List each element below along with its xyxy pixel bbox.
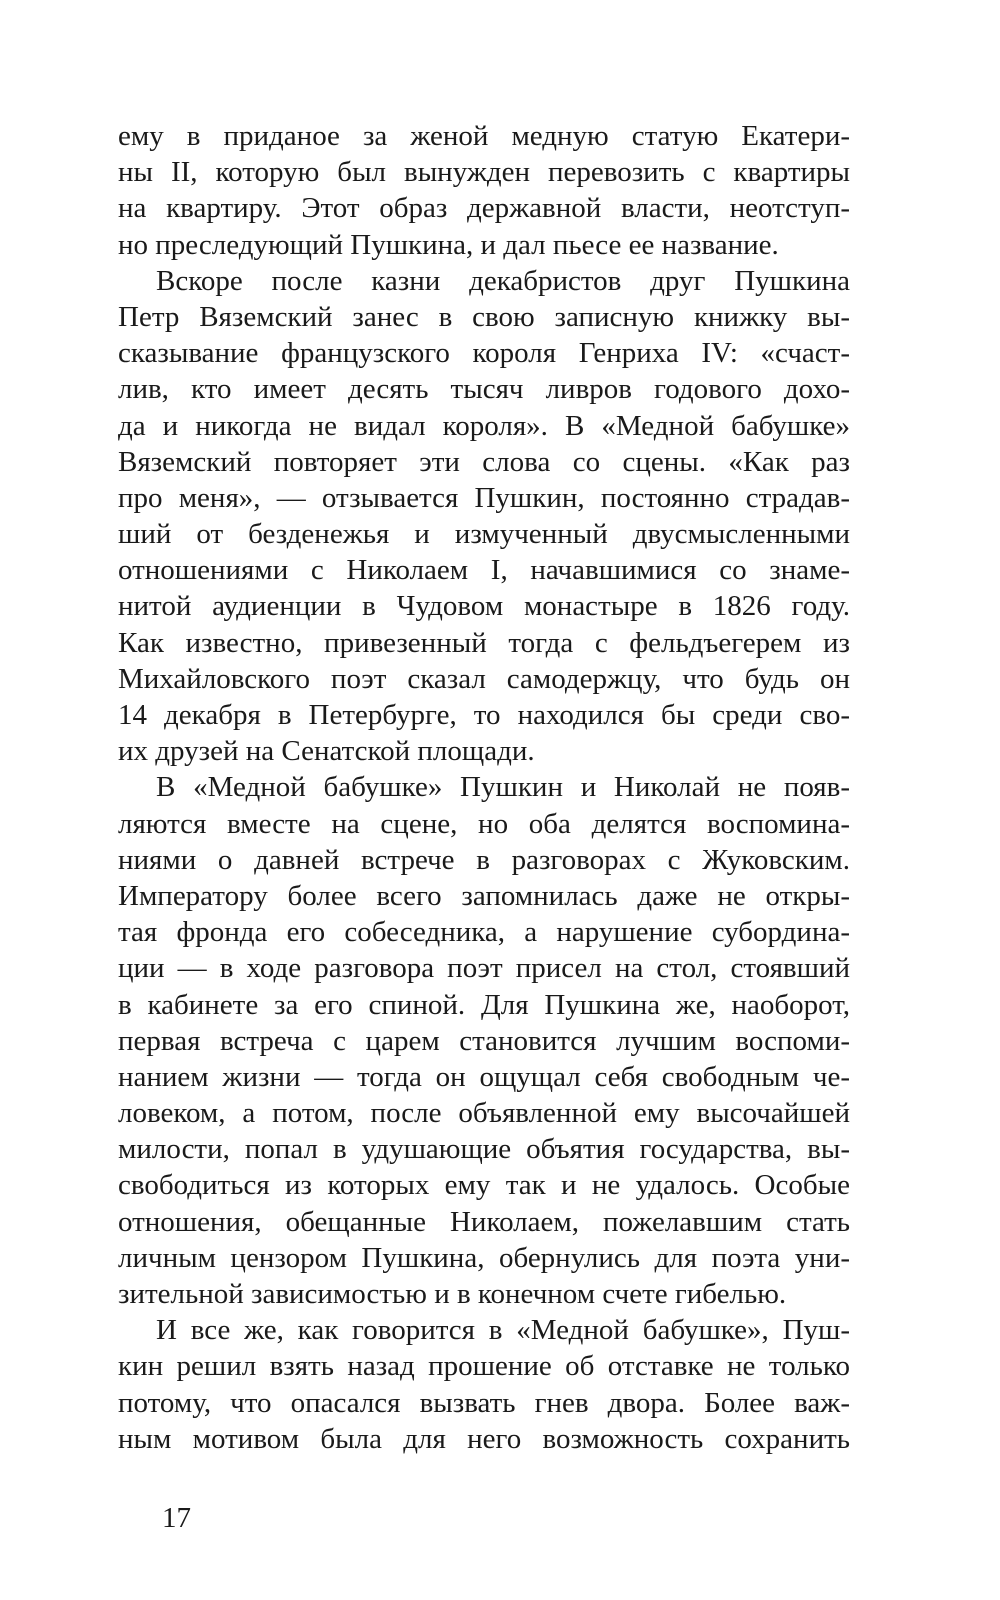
text-line: ловеком, а потом, после объявленной ему высочайшей — [118, 1097, 850, 1130]
text-line: на квартиру. Этот образ державной власти, неотступ- — [118, 192, 850, 225]
text-line: лив, кто имеет десять тысяч ливров годового дохо- — [118, 373, 850, 406]
paragraph-first-line: В «Медной бабушке» Пушкин и Николай не появ- — [156, 771, 850, 804]
text-line: Петр Вяземский занес в свою записную книжку вы- — [118, 300, 850, 333]
text-line: 14 декабря в Петербурге, то находился бы среди сво- — [118, 699, 850, 731]
text-line: ему в приданое за женой медную статую Екатери- — [118, 120, 850, 152]
text-line: ны II, которую был вынужден перевозить с квартиры — [118, 156, 850, 189]
text-line: кин решил взять назад прошение об отставке не только — [118, 1350, 850, 1383]
paragraph-first-line: И все же, как говорится в «Медной бабушке», Пуш- — [156, 1314, 850, 1347]
text-line: их друзей на Сенатской площади. — [118, 735, 535, 768]
text-line: свободиться из которых ему так и не удалось. Особые — [118, 1169, 850, 1202]
text-line: первая встреча с царем становится лучшим воспоми- — [118, 1024, 850, 1057]
text-line: отношения, обещанные Николаем, пожелавшим стать — [118, 1205, 850, 1238]
text-line: сказывание французского короля Генриха IV: «счаст- — [118, 337, 850, 370]
text-line: в кабинете за его спиной. Для Пушкина же, наоборот, — [118, 988, 850, 1021]
text-line: личным цензором Пушкина, обернулись для поэта уни- — [118, 1241, 850, 1274]
text-line: но преследующий Пушкина, и дал пьесе ее название. — [118, 228, 779, 261]
text-line: Вяземский повторяет эти слова со сцены. «Как раз — [118, 445, 850, 478]
text-line: ции — в ходе разговора поэт присел на стол, стоявший — [118, 952, 850, 985]
text-line: тая фронда его собеседника, а нарушение субордина- — [118, 916, 850, 949]
text-line: да и никогда не видал короля». В «Медной бабушке» — [118, 409, 850, 442]
paragraph-first-line: Вскоре после казни декабристов друг Пушкина — [156, 264, 850, 297]
body-text — [118, 118, 850, 1457]
text-line: ший от безденежья и измученный двусмысленными — [118, 518, 850, 551]
text-line: нитой аудиенции в Чудовом монастыре в 1826 году. — [118, 590, 850, 623]
text-line: отношениями с Николаем I, начавшимися со знаме- — [118, 554, 850, 587]
text-line: потому, что опасался вызвать гнев двора. Более важ- — [118, 1386, 850, 1419]
text-line: нанием жизни — тогда он ощущал себя свободным че- — [118, 1060, 850, 1093]
text-line: Как известно, привезенный тогда с фельдъегерем из — [118, 626, 850, 659]
text-line: про меня», — отзывается Пушкин, постоянно страдав- — [118, 481, 850, 514]
text-line: ляются вместе на сцене, но оба делятся воспомина- — [118, 807, 850, 840]
text-line: ным мотивом была для него возможность сохранить — [118, 1422, 850, 1455]
text-line: Михайловского поэт сказал самодержцу, что будь он — [118, 662, 850, 695]
text-line: зительной зависимостью и в конечном счете гибелью. — [118, 1278, 787, 1310]
text-line: Императору более всего запомнилась даже не откры- — [118, 879, 850, 912]
text-line: милости, попал в удушающие объятия государства, вы- — [118, 1133, 850, 1166]
page-number: 17 — [162, 1502, 191, 1534]
text-line: ниями о давней встрече в разговорах с Жуковским. — [118, 843, 850, 876]
